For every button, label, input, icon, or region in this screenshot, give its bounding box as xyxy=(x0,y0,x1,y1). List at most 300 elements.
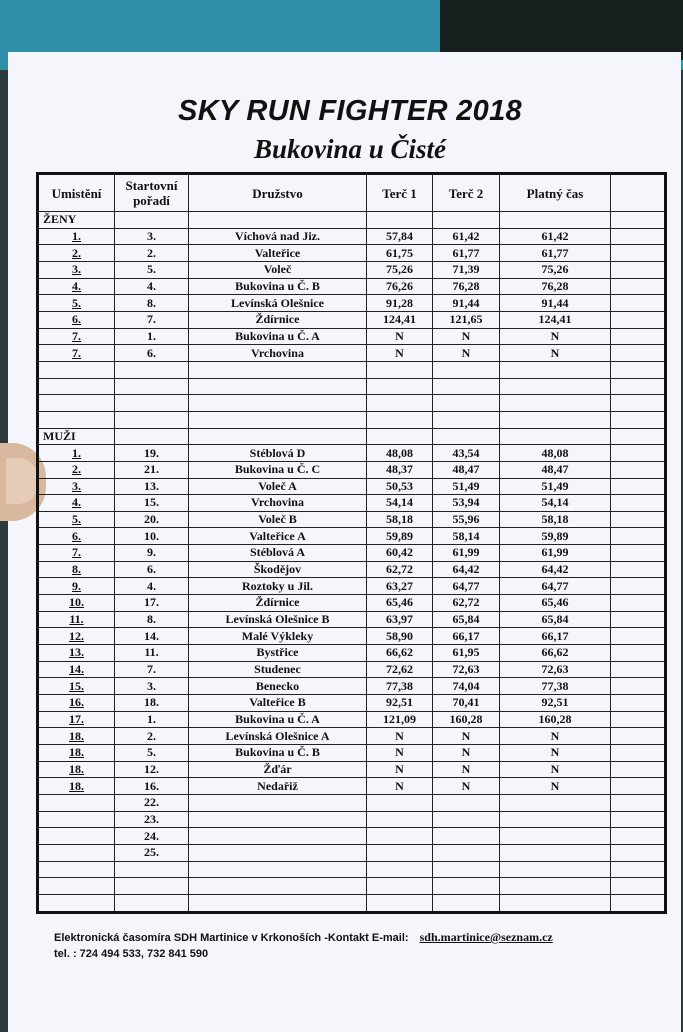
table-cell xyxy=(38,378,115,395)
table-row xyxy=(38,645,666,662)
placement-cell: 1. xyxy=(38,445,115,462)
table-cell xyxy=(189,395,367,412)
table-cell: 60,42 xyxy=(367,545,433,562)
table-cell: 61,42 xyxy=(433,228,500,245)
table-cell: 7. xyxy=(115,661,189,678)
table-cell: 51,49 xyxy=(433,478,500,495)
table-cell xyxy=(367,844,433,861)
table-cell: Vrchovina xyxy=(189,345,367,362)
table-cell: Voleč B xyxy=(189,511,367,528)
table-cell: 12. xyxy=(115,761,189,778)
table-cell: Škodějov xyxy=(189,561,367,578)
table-cell: 64,42 xyxy=(500,561,611,578)
table-cell xyxy=(433,212,500,229)
table-cell xyxy=(611,295,666,312)
empty-row xyxy=(38,878,666,895)
empty-row xyxy=(38,378,666,395)
placement-cell: 4. xyxy=(38,278,115,295)
table-cell: 92,51 xyxy=(500,695,611,712)
table-row xyxy=(38,695,666,712)
table-cell xyxy=(611,561,666,578)
table-cell: Ždírnice xyxy=(189,595,367,612)
placement-cell xyxy=(38,844,115,861)
table-cell xyxy=(433,378,500,395)
table-cell xyxy=(611,761,666,778)
table-cell: N xyxy=(367,728,433,745)
table-row xyxy=(38,311,666,328)
table-cell: N xyxy=(433,328,500,345)
table-cell: 61,75 xyxy=(367,245,433,262)
table-cell: 2. xyxy=(115,245,189,262)
table-cell: 57,84 xyxy=(367,228,433,245)
table-cell: 8. xyxy=(115,611,189,628)
table-cell xyxy=(367,878,433,895)
table-cell: Valteřice xyxy=(189,245,367,262)
table-cell: 58,90 xyxy=(367,628,433,645)
placement-cell: 7. xyxy=(38,545,115,562)
table-cell xyxy=(611,261,666,278)
table-cell: 8. xyxy=(115,295,189,312)
table-row xyxy=(38,678,666,695)
table-row xyxy=(38,628,666,645)
table-row xyxy=(38,461,666,478)
table-row xyxy=(38,844,666,861)
table-cell: 65,84 xyxy=(433,611,500,628)
table-cell xyxy=(611,311,666,328)
placement-cell: 3. xyxy=(38,478,115,495)
table-cell xyxy=(611,661,666,678)
table-row xyxy=(38,511,666,528)
placement-cell: 18. xyxy=(38,745,115,762)
table-cell xyxy=(115,878,189,895)
table-row xyxy=(38,778,666,795)
table-cell xyxy=(115,861,189,878)
table-cell xyxy=(500,878,611,895)
table-cell: 9. xyxy=(115,545,189,562)
table-cell xyxy=(611,878,666,895)
table-cell: 14. xyxy=(115,628,189,645)
table-cell xyxy=(500,395,611,412)
table-row xyxy=(38,745,666,762)
table-row xyxy=(38,578,666,595)
table-cell: 43,54 xyxy=(433,445,500,462)
table-cell: Žďár xyxy=(189,761,367,778)
table-row xyxy=(38,528,666,545)
table-row xyxy=(38,561,666,578)
table-cell xyxy=(500,894,611,912)
table-cell: 62,72 xyxy=(433,595,500,612)
table-cell: 4. xyxy=(115,278,189,295)
table-cell xyxy=(611,711,666,728)
table-cell: 48,08 xyxy=(500,445,611,462)
table-cell: 11. xyxy=(115,645,189,662)
table-cell xyxy=(611,894,666,912)
placement-cell: 3. xyxy=(38,261,115,278)
table-row xyxy=(38,278,666,295)
header-cell xyxy=(611,174,666,212)
table-cell: 1. xyxy=(115,711,189,728)
table-cell: 17. xyxy=(115,595,189,612)
table-cell: 58,14 xyxy=(433,528,500,545)
table-cell: 19. xyxy=(115,445,189,462)
table-cell: 75,26 xyxy=(500,261,611,278)
table-cell: 124,41 xyxy=(367,311,433,328)
placement-cell: 18. xyxy=(38,778,115,795)
section-row xyxy=(38,428,666,445)
table-cell: 124,41 xyxy=(500,311,611,328)
table-cell: Stéblová A xyxy=(189,545,367,562)
table-cell xyxy=(189,828,367,845)
table-cell: 74,04 xyxy=(433,678,500,695)
table-cell xyxy=(611,695,666,712)
table-cell: Benecko xyxy=(189,678,367,695)
table-cell: 77,38 xyxy=(500,678,611,695)
table-cell xyxy=(611,645,666,662)
table-cell xyxy=(611,445,666,462)
table-cell: 61,42 xyxy=(500,228,611,245)
placement-cell: 2. xyxy=(38,461,115,478)
table-cell xyxy=(611,778,666,795)
table-cell xyxy=(38,894,115,912)
table-cell: N xyxy=(500,745,611,762)
placement-cell: 14. xyxy=(38,661,115,678)
table-cell: 72,63 xyxy=(433,661,500,678)
table-cell xyxy=(611,728,666,745)
table-cell: 66,17 xyxy=(433,628,500,645)
table-cell xyxy=(38,395,115,412)
table-cell xyxy=(38,361,115,378)
table-cell: 70,41 xyxy=(433,695,500,712)
table-row xyxy=(38,811,666,828)
table-cell xyxy=(189,411,367,428)
table-cell: 3. xyxy=(115,228,189,245)
placement-cell: 16. xyxy=(38,695,115,712)
table-cell xyxy=(38,411,115,428)
table-cell: N xyxy=(500,778,611,795)
table-cell xyxy=(367,794,433,811)
table-cell: 10. xyxy=(115,528,189,545)
table-cell xyxy=(189,861,367,878)
table-cell: 160,28 xyxy=(500,711,611,728)
empty-row xyxy=(38,861,666,878)
table-cell: 58,18 xyxy=(500,511,611,528)
table-cell: 50,53 xyxy=(367,478,433,495)
table-cell xyxy=(611,595,666,612)
table-row xyxy=(38,445,666,462)
table-cell xyxy=(433,794,500,811)
table-cell: 66,62 xyxy=(500,645,611,662)
placement-cell: 13. xyxy=(38,645,115,662)
table-row xyxy=(38,328,666,345)
table-cell: N xyxy=(433,345,500,362)
table-row xyxy=(38,545,666,562)
table-cell: 63,97 xyxy=(367,611,433,628)
table-row xyxy=(38,728,666,745)
section-label: ŽENY xyxy=(38,212,115,229)
table-cell: N xyxy=(500,345,611,362)
table-cell: Levínská Olešnice B xyxy=(189,611,367,628)
table-cell xyxy=(189,378,367,395)
table-cell: N xyxy=(367,778,433,795)
table-cell: 64,42 xyxy=(433,561,500,578)
table-cell xyxy=(611,212,666,229)
header-cell: Terč 1 xyxy=(367,174,433,212)
table-cell: N xyxy=(500,728,611,745)
table-cell xyxy=(115,428,189,445)
header-cell: Družstvo xyxy=(189,174,367,212)
table-cell: Valteřice B xyxy=(189,695,367,712)
table-cell xyxy=(115,395,189,412)
table-cell: Víchová nad Jiz. xyxy=(189,228,367,245)
table-cell: 66,62 xyxy=(367,645,433,662)
table-cell xyxy=(611,461,666,478)
table-cell xyxy=(500,212,611,229)
placement-cell: 17. xyxy=(38,711,115,728)
table-cell xyxy=(189,212,367,229)
table-cell: N xyxy=(367,345,433,362)
table-cell: Voleč xyxy=(189,261,367,278)
table-cell: Studenec xyxy=(189,661,367,678)
table-cell xyxy=(115,411,189,428)
table-cell: 48,37 xyxy=(367,461,433,478)
table-cell xyxy=(611,495,666,512)
table-cell xyxy=(367,861,433,878)
table-cell xyxy=(367,828,433,845)
placement-cell: 6. xyxy=(38,311,115,328)
table-cell: 121,09 xyxy=(367,711,433,728)
placement-cell: 18. xyxy=(38,728,115,745)
table-cell: 160,28 xyxy=(433,711,500,728)
table-cell: 2. xyxy=(115,728,189,745)
table-cell xyxy=(500,811,611,828)
table-row xyxy=(38,794,666,811)
table-cell: 76,28 xyxy=(433,278,500,295)
table-cell xyxy=(433,878,500,895)
table-row xyxy=(38,495,666,512)
table-cell xyxy=(433,411,500,428)
header-cell: Platný čas xyxy=(500,174,611,212)
table-cell xyxy=(500,794,611,811)
table-cell: 3. xyxy=(115,678,189,695)
footer-phone: tel. : 724 494 533, 732 841 590 xyxy=(54,948,209,960)
table-cell xyxy=(611,411,666,428)
placement-cell: 18. xyxy=(38,761,115,778)
table-row xyxy=(38,245,666,262)
header-cell: Terč 2 xyxy=(433,174,500,212)
table-cell: 64,77 xyxy=(433,578,500,595)
table-cell xyxy=(367,361,433,378)
table-cell xyxy=(611,395,666,412)
table-cell xyxy=(189,811,367,828)
table-row xyxy=(38,295,666,312)
table-cell xyxy=(611,861,666,878)
results-body xyxy=(38,212,666,913)
placement-cell: 10. xyxy=(38,595,115,612)
table-cell: Bystřice xyxy=(189,645,367,662)
placement-cell: 1. xyxy=(38,228,115,245)
table-cell: 76,26 xyxy=(367,278,433,295)
table-cell xyxy=(433,828,500,845)
placement-cell: 6. xyxy=(38,528,115,545)
table-cell: 91,28 xyxy=(367,295,433,312)
table-cell xyxy=(500,828,611,845)
table-cell xyxy=(611,328,666,345)
table-cell xyxy=(433,395,500,412)
footer-text: Elektronická časomíra SDH Martinice v Krkonoších -Kontakt E-mail: xyxy=(54,932,409,944)
table-cell: 6. xyxy=(115,345,189,362)
placement-cell xyxy=(38,811,115,828)
table-cell xyxy=(189,878,367,895)
table-cell: 59,89 xyxy=(500,528,611,545)
table-cell xyxy=(611,511,666,528)
table-cell: N xyxy=(500,328,611,345)
table-row xyxy=(38,478,666,495)
table-row xyxy=(38,761,666,778)
table-cell xyxy=(189,894,367,912)
table-cell: 51,49 xyxy=(500,478,611,495)
table-cell xyxy=(115,361,189,378)
table-cell: 20. xyxy=(115,511,189,528)
table-cell: Bukovina u Č. B xyxy=(189,745,367,762)
table-cell xyxy=(611,628,666,645)
table-cell: N xyxy=(433,745,500,762)
placement-cell: 2. xyxy=(38,245,115,262)
table-cell: 92,51 xyxy=(367,695,433,712)
table-cell: 61,95 xyxy=(433,645,500,662)
empty-row xyxy=(38,894,666,912)
results-table xyxy=(36,172,667,914)
table-cell xyxy=(611,545,666,562)
table-cell: 5. xyxy=(115,745,189,762)
table-cell xyxy=(367,212,433,229)
table-cell: 61,99 xyxy=(500,545,611,562)
table-cell: 65,46 xyxy=(367,595,433,612)
table-cell: 23. xyxy=(115,811,189,828)
placement-cell: 11. xyxy=(38,611,115,628)
table-cell xyxy=(500,361,611,378)
table-cell: 48,47 xyxy=(433,461,500,478)
table-cell: 7. xyxy=(115,311,189,328)
page-subtitle: Bukovina u Čisté xyxy=(253,134,447,164)
table-cell xyxy=(611,578,666,595)
table-cell: 24. xyxy=(115,828,189,845)
table-row xyxy=(38,261,666,278)
table-cell: 91,44 xyxy=(500,295,611,312)
table-cell: N xyxy=(367,761,433,778)
table-cell: 77,38 xyxy=(367,678,433,695)
table-cell: 91,44 xyxy=(433,295,500,312)
header-cell: Startovní pořadí xyxy=(115,174,189,212)
table-cell xyxy=(115,894,189,912)
placement-cell: 7. xyxy=(38,328,115,345)
placement-cell: 4. xyxy=(38,495,115,512)
header-cell: Umistění xyxy=(38,174,115,212)
table-cell: 48,47 xyxy=(500,461,611,478)
table-cell: 54,14 xyxy=(367,495,433,512)
placement-cell: 12. xyxy=(38,628,115,645)
table-cell xyxy=(611,278,666,295)
table-cell: 16. xyxy=(115,778,189,795)
table-cell xyxy=(115,212,189,229)
table-row xyxy=(38,228,666,245)
placement-cell: 7. xyxy=(38,345,115,362)
table-cell xyxy=(189,794,367,811)
placement-cell xyxy=(38,794,115,811)
empty-row xyxy=(38,361,666,378)
table-cell xyxy=(433,428,500,445)
table-cell xyxy=(500,861,611,878)
table-cell xyxy=(189,361,367,378)
table-cell: N xyxy=(433,778,500,795)
table-cell: 21. xyxy=(115,461,189,478)
table-cell: 63,27 xyxy=(367,578,433,595)
table-cell xyxy=(367,378,433,395)
table-cell: Ždírnice xyxy=(189,311,367,328)
table-cell: 76,28 xyxy=(500,278,611,295)
table-cell xyxy=(611,745,666,762)
table-row xyxy=(38,611,666,628)
table-cell: 55,96 xyxy=(433,511,500,528)
table-cell xyxy=(611,245,666,262)
table-cell xyxy=(38,861,115,878)
empty-row xyxy=(38,395,666,412)
table-cell xyxy=(115,378,189,395)
placement-cell: 5. xyxy=(38,295,115,312)
table-cell: 61,77 xyxy=(433,245,500,262)
table-cell: 61,77 xyxy=(500,245,611,262)
table-cell: 75,26 xyxy=(367,261,433,278)
table-cell xyxy=(500,411,611,428)
table-cell xyxy=(367,894,433,912)
table-cell xyxy=(611,611,666,628)
table-cell: 61,99 xyxy=(433,545,500,562)
table-cell xyxy=(38,878,115,895)
empty-row xyxy=(38,411,666,428)
footer-contact xyxy=(54,930,553,945)
table-cell xyxy=(367,811,433,828)
section-row xyxy=(38,212,666,229)
table-cell: 65,84 xyxy=(500,611,611,628)
table-cell xyxy=(611,678,666,695)
table-cell: 48,08 xyxy=(367,445,433,462)
table-cell: 1. xyxy=(115,328,189,345)
table-cell: 5. xyxy=(115,261,189,278)
table-cell: Levínská Olešnice xyxy=(189,295,367,312)
table-cell: 53,94 xyxy=(433,495,500,512)
table-cell: 6. xyxy=(115,561,189,578)
footer-email[interactable]: sdh.martinice@seznam.cz xyxy=(419,930,553,944)
table-cell: 59,89 xyxy=(367,528,433,545)
table-cell xyxy=(611,811,666,828)
table-cell: 62,72 xyxy=(367,561,433,578)
table-cell xyxy=(611,361,666,378)
table-cell xyxy=(611,378,666,395)
table-cell xyxy=(500,428,611,445)
table-cell: Levínská Olešnice A xyxy=(189,728,367,745)
table-cell: 64,77 xyxy=(500,578,611,595)
table-cell: N xyxy=(367,328,433,345)
table-cell xyxy=(611,794,666,811)
placement-cell: 9. xyxy=(38,578,115,595)
table-cell: N xyxy=(433,728,500,745)
table-cell: Stéblová D xyxy=(189,445,367,462)
table-cell xyxy=(611,345,666,362)
table-row xyxy=(38,828,666,845)
table-cell: 72,63 xyxy=(500,661,611,678)
table-cell: 54,14 xyxy=(500,495,611,512)
table-cell: 121,65 xyxy=(433,311,500,328)
table-cell: 25. xyxy=(115,844,189,861)
